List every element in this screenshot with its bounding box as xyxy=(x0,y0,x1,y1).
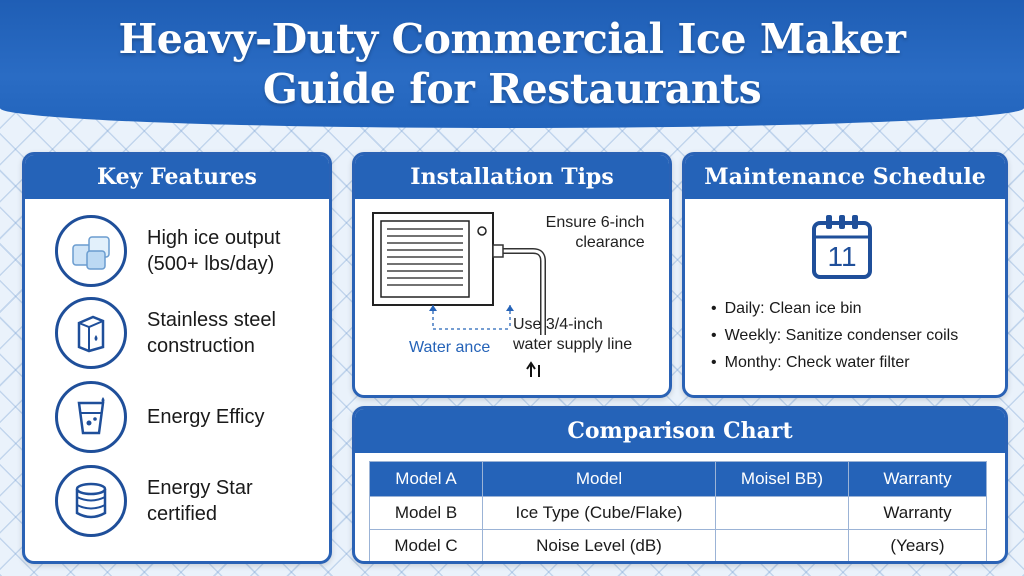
column-header: Model A xyxy=(370,462,483,497)
table-cell: Noise Level (dB) xyxy=(483,530,716,563)
table-row xyxy=(370,530,987,563)
feature-item xyxy=(55,297,327,369)
feature-item xyxy=(55,215,327,287)
calendar-day: 11 xyxy=(827,241,857,272)
clearance-note: Ensure 6-inch clearance xyxy=(545,214,645,251)
table-cell: (Years) xyxy=(849,530,987,563)
maintenance-list xyxy=(711,295,958,376)
coil-stack-icon xyxy=(55,465,127,537)
supply-line-note: Use 3/4-inch water supply line xyxy=(513,316,633,353)
table-cell xyxy=(716,530,849,563)
table-cell: Warranty xyxy=(849,497,987,530)
ice-cubes-icon xyxy=(55,215,127,287)
maintenance-panel xyxy=(682,152,1008,398)
table-header-row xyxy=(370,462,987,497)
list-item: • Weekly: Sanitize condenser coils xyxy=(711,322,958,349)
feature-text: High ice output (500+ lbs/day) xyxy=(147,227,281,275)
table-cell: Model B xyxy=(370,497,483,530)
installation-panel xyxy=(352,152,672,398)
table-cell: Model C xyxy=(370,530,483,563)
title-line-2: Guide for Restaurants xyxy=(262,65,762,113)
calendar-icon xyxy=(810,213,874,281)
feature-text: Energy Star certified xyxy=(147,477,253,525)
column-header: Model xyxy=(483,462,716,497)
comparison-panel xyxy=(352,406,1008,564)
list-item: • Daily: Clean ice bin xyxy=(711,295,958,322)
feature-text: Energy Efficy xyxy=(147,406,265,428)
page-title xyxy=(0,14,1024,114)
comparison-heading: Comparison Chart xyxy=(355,409,1005,453)
title-line-1: Heavy-Duty Commercial Ice Maker xyxy=(118,15,906,63)
feature-item xyxy=(55,381,327,453)
title-banner xyxy=(0,0,1024,128)
maintenance-heading: Maintenance Schedule xyxy=(685,155,1005,199)
column-header: Warranty xyxy=(849,462,987,497)
column-header: Moisel BB) xyxy=(716,462,849,497)
key-features-panel xyxy=(22,152,332,564)
table-cell: Ice Type (Cube/Flake) xyxy=(483,497,716,530)
water-label: Water ance xyxy=(409,339,491,356)
ice-bin-icon xyxy=(55,297,127,369)
table-cell xyxy=(716,497,849,530)
installation-heading: Installation Tips xyxy=(355,155,669,199)
water-glass-icon xyxy=(55,381,127,453)
comparison-table xyxy=(369,461,987,563)
feature-text: Stainless steel construction xyxy=(147,309,276,357)
key-features-heading: Key Features xyxy=(25,155,329,199)
feature-item xyxy=(55,465,327,537)
list-item: • Monthy: Check water filter xyxy=(711,349,958,376)
table-row xyxy=(370,497,987,530)
